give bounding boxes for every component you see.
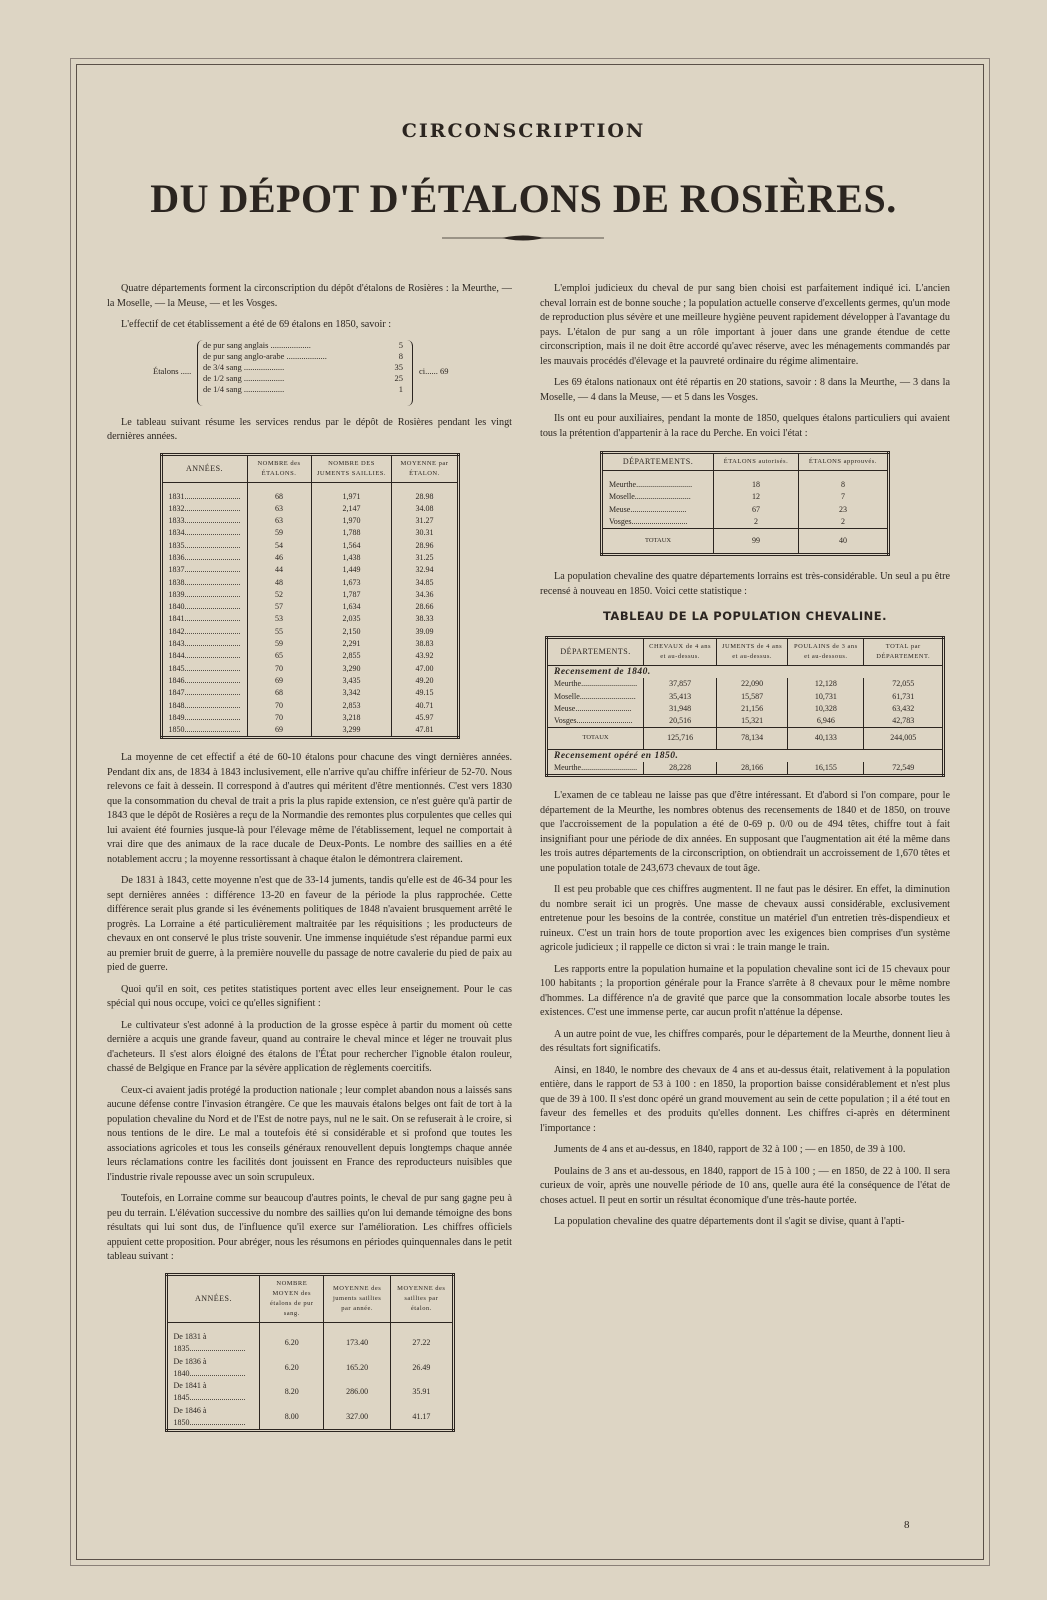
spacer-cell [166,1322,260,1331]
etalons-list [203,340,403,395]
spacer-row [166,1322,453,1331]
cell-value: 43.92 [392,650,458,662]
cell-value: 31,948 [644,703,717,715]
column-header: MOYENNE par ÉTALON. [392,454,458,482]
paragraph: L'examen de ce tableau ne laisse pas que d'être intéressant. Et d'abord si l'on compare, pour le département de la Meurthe, les nombres obtenus des recensements de 1840 et de 1850, on trouve que l'accroissement de la population a été de 0-69 p. 0/0 ou de 494 têtes, chiffre tout à fait insignifiant pour une période de dix années. En supposant que l'augmentation ait été la même dans les trois autres départements de la circonscription, on obtiendrait un accroissement de 1,670 têtes et une population totale de 243,673 chevaux de tout âge. [540,790,950,874]
cell-value: 47.81 [392,724,458,738]
cell-value: 52 [247,589,311,601]
etalons-count: 8 [398,350,403,361]
column-header: DÉPARTEMENTS. [547,637,644,665]
cell-value: 63 [247,515,311,527]
table-row [166,1356,453,1381]
cell-value: 42,783 [864,715,944,728]
cell-value: 37,857 [644,678,717,690]
cell-value: 32.94 [392,564,458,576]
cell-value: 70 [247,712,311,724]
row-label: 1840 ..... [161,601,247,613]
row-label: 1847 ..... [161,687,247,699]
spacer-cell [392,482,458,491]
row-label: Meuse ..... [547,703,644,715]
row-label: De 1831 à 1835 ..... [166,1331,260,1356]
cell-value: 23 [798,504,888,516]
cell-value: 7 [798,491,888,503]
cell-value: 34.85 [392,577,458,589]
title-small: CIRCONSCRIPTION [401,120,646,142]
cell-value: 6,946 [788,715,864,728]
etalons-count: 25 [394,372,403,383]
cell-value: 8.00 [260,1405,324,1431]
row-label: 1848 ..... [161,700,247,712]
paragraph: Les rapports entre la population humaine et la population chevaline sont ici de 15 chevaux pour 100 habitants ; la proportion générale pour la France s'arrête à 8 chevaux pour le même nombre d'hommes. La différence n'a de gravité que parce que la consommation locale absorbe toutes les existences. C'est une immense perte, car aucun profit n'atténue la dépense. [540,963,950,1019]
row-label: Vosges ..... [602,516,714,529]
cell-value: 10,328 [788,703,864,715]
cell-value: 31.27 [392,515,458,527]
cell-value: 47.00 [392,663,458,675]
row-label: Meurthe ..... [602,479,714,491]
totals-value: 78,134 [717,728,788,749]
cell-value: 69 [247,724,311,738]
spacer-cell [391,1322,453,1331]
cell-value: 286.00 [324,1380,391,1405]
cell-value: 2,853 [311,700,392,712]
table-row [161,638,458,650]
table-row [161,700,458,712]
row-label: 1844 ..... [161,650,247,662]
etalons-count: 5 [398,339,403,350]
census-heading: Recensement de 1840. [554,666,651,677]
cell-value: 41.17 [391,1405,453,1431]
cell-value: 3,290 [311,663,392,675]
table-row [602,491,889,503]
totals-value: 125,716 [644,728,717,749]
totals-value: 40 [798,529,888,555]
etalons-type: de 3/4 sang ................... [203,361,285,372]
column-header: ANNÉES. [161,454,247,482]
cell-value: 48 [247,577,311,589]
totals-row [602,529,889,555]
paragraph: A un autre point de vue, les chiffres comparés, pour le département de la Meurthe, donnent lieu à des résultats fort significatifs. [540,1028,950,1055]
cell-value: 20,516 [644,715,717,728]
table-row [161,712,458,724]
cell-value: 173.40 [324,1331,391,1356]
totals-label: TOTAUX [547,728,644,749]
table-row [166,1405,453,1431]
spacer-row [161,482,458,491]
cell-value: 2 [798,516,888,529]
row-label: Meurthe ..... [547,678,644,690]
cell-value: 2,147 [311,503,392,515]
table-row [161,503,458,515]
column-header: NOMBRE DES JUMENTS SAILLIES. [311,454,392,482]
cell-value: 2,855 [311,650,392,662]
etalons-type: de 1/4 sang ................... [203,383,285,394]
paragraph: La population chevaline des quatre départements lorrains est très-considérable. Un seul a pu être recensé à nouveau en 1850. Voici cette statistique : [540,571,950,597]
cell-value: 1,449 [311,564,392,576]
cell-value: 3,342 [311,687,392,699]
etalons-total: ci...... 69 [419,365,449,376]
cell-value: 327.00 [324,1405,391,1431]
brace-right [406,340,413,406]
cell-value: 70 [247,700,311,712]
row-label: 1849 ..... [161,712,247,724]
row-label: De 1846 à 1850 ..... [166,1405,260,1431]
cell-value: 2 [714,516,799,529]
census-heading-row [547,749,944,762]
spacer-cell [324,1322,391,1331]
row-label: 1839 ..... [161,589,247,601]
cell-value: 38.83 [392,638,458,650]
row-label: 1836 ..... [161,552,247,564]
cell-value: 1,564 [311,540,392,552]
cell-value: 27.22 [391,1331,453,1356]
cell-value: 28.98 [392,491,458,503]
column-header: TOTAL par DÉPARTEMENT. [864,637,944,665]
row-label: 1833 ..... [161,515,247,527]
private-stallions-table [600,451,890,556]
cell-value: 70 [247,663,311,675]
row-label: Moselle ..... [547,691,644,703]
cell-value: 67 [714,504,799,516]
table-row [602,516,889,529]
cell-value: 72,055 [864,678,944,690]
table-row [161,601,458,613]
table-row [161,540,458,552]
cell-value: 63 [247,503,311,515]
cell-value: 68 [247,687,311,699]
cell-value: 28,166 [717,762,788,776]
row-label: Moselle ..... [602,491,714,503]
cell-value: 10,731 [788,691,864,703]
paragraph: Les 69 étalons nationaux ont été répartis en 20 stations, savoir : 8 dans la Meurthe, — 3 dans la Moselle, — 4 dans la Meuse, — et 5 dans les Vosges. [540,377,950,403]
paragraph: Quatre départements forment la circonscription du dépôt d'étalons de Rosières : la Meurthe, — la Moselle, — la Meuse, — et les Vosges. [107,283,512,309]
row-label: 1841 ..... [161,613,247,625]
table-row [547,715,944,728]
column-header: POULAINS de 3 ans et au-dessous. [788,637,864,665]
cell-value: 55 [247,626,311,638]
paragraph: Le cultivateur s'est adonné à la production de la grosse espèce à partir du moment où cette dernière a acquis une grande faveur, quand au contraire le cheval mince et léger ne trouvait plus d'acheteurs. Il s'est alors éloigné des étalons de l'État pour rechercher l'ignoble étalon rouleur, chassé de Belgique en France par la sévère application de règlements coercitifs. [107,1019,512,1075]
page-number: 8 [904,1519,910,1531]
paragraph: L'effectif de cet établissement a été de 69 étalons en 1850, savoir : [121,319,392,330]
etalons-row [203,384,403,395]
cell-value: 8.20 [260,1380,324,1405]
table-row [547,703,944,715]
column-header: DÉPARTEMENTS. [602,453,714,471]
paragraph: Il est peu probable que ces chiffres augmentent. Il ne faut pas le désirer. En effet, la diminution du nombre serait ici un progrès. Une masse de chevaux aussi considérable, exclusivement entretenue pour les besoins de la contrée, constitue un matériel d'un entretien très-dispendieux et ruineux. C'est un train hors de toute proportion avec les exigences bien comprises d'un système agricole judicieux ; il rappelle ce dicton si vrai : le train mange le train. [540,884,950,954]
cell-value: 31.25 [392,552,458,564]
section-title: TABLEAU DE LA POPULATION CHEVALINE. [602,609,888,624]
table-row [161,626,458,638]
census-heading-row [547,665,944,678]
table-row [547,762,944,776]
column-header: ÉTALONS approuvés. [798,453,888,471]
cell-value: 15,321 [717,715,788,728]
spacer-row [602,471,889,480]
paragraph: L'emploi judicieux du cheval de pur sang bien choisi est parfaitement indiqué ici. L'ancien cheval lorrain est de bonne souche ; la population actuelle conserve d'excellents germes, qu'un mode de reproduction plus sévère et une meilleure hygiène peuvent rapidement développer à l'avantage du pays. L'étalon de pur sang a un rôle important à jouer dans une grande étendue de cette circonscription, mais il ne doit être accordé qu'avec réserve, avec les ménagements commandés par les mauvais procédés d'élevage et la pauvreté ordinaire du régime alimentaire. [540,283,950,367]
etalons-count: 1 [398,383,403,394]
cell-value: 3,435 [311,675,392,687]
table-row [161,650,458,662]
cell-value: 1,634 [311,601,392,613]
totals-value: 99 [714,529,799,555]
cell-value: 1,970 [311,515,392,527]
cell-value: 63,432 [864,703,944,715]
cell-value: 30.31 [392,527,458,539]
row-label: De 1841 à 1845 ..... [166,1380,260,1405]
row-label: 1845 ..... [161,663,247,675]
etalons-row [203,351,403,362]
totals-row [547,728,944,749]
cell-value: 15,587 [717,691,788,703]
cell-value: 1,788 [311,527,392,539]
cell-value: 6.20 [260,1331,324,1356]
spacer-cell [798,471,888,480]
cell-value: 57 [247,601,311,613]
table-row [166,1380,453,1405]
cell-value: 72,549 [864,762,944,776]
table-row [161,527,458,539]
cell-value: 1,673 [311,577,392,589]
census-heading: Recensement opéré en 1850. [554,750,679,761]
cell-value: 16,155 [788,762,864,776]
cell-value: 1,787 [311,589,392,601]
cell-value: 65 [247,650,311,662]
row-label: 1843 ..... [161,638,247,650]
table-row [161,613,458,625]
column-header: CHEVAUX de 4 ans et au-dessus. [644,637,717,665]
cell-value: 12 [714,491,799,503]
spacer-cell [602,471,714,480]
spacer-cell [311,482,392,491]
table-row [161,515,458,527]
column-header: NOMBRE MOYEN des étalons de pur sang. [260,1274,324,1322]
cell-value: 6.20 [260,1356,324,1381]
cell-value: 45.97 [392,712,458,724]
row-label: Meurthe ..... [547,762,644,776]
table-row [161,724,458,738]
cell-value: 2,291 [311,638,392,650]
paragraph: La moyenne de cet effectif a été de 60-10 étalons pour chacune des vingt dernières années. Pendant dix ans, de 1834 à 1843 inclusivement, elle n'arrive qu'au chiffre inférieur de 52-70. Nous relevons ce fait à dessein. Il correspond à d'autres qui méritent d'être mentionnés. C'est vers 1830 que la consommation du cheval de trait a pris la plus rapide extension, ce n'est guère qu'à partir de 1843 que le dépôt de Rosières a reçu de la Normandie des remontes plus corpulentes que celles qui lui avaient été fournies jusque-là pour l'élevage même de l'établissement, lequel ne comportait à vrai dire que des animaux de la race ducale de Deux-Ponts. Le nombre des saillies en a été notablement accru ; la moyenne ressortissant à chaque étalon le démontrera clairement. [107,752,512,865]
cell-value: 53 [247,613,311,625]
cell-value: 2,035 [311,613,392,625]
cell-value: 22,090 [717,678,788,690]
cell-value: 8 [798,479,888,491]
row-label: 1842 ..... [161,626,247,638]
etalons-type: de pur sang anglo-arabe ................... [203,350,327,361]
table-row [161,552,458,564]
etalons-row [203,362,403,373]
cell-value: 34.08 [392,503,458,515]
page-title: DU DÉPOT D'ÉTALONS DE ROSIÈRES. [150,176,897,221]
paragraph: Quoi qu'il en soit, ces petites statistiques portent avec elles leur enseignement. Pour le cas spécial qui nous occupe, voici ce qu'elles signifient : [107,983,512,1010]
cell-value: 44 [247,564,311,576]
cell-value: 49.15 [392,687,458,699]
table-row [161,675,458,687]
cell-value: 21,156 [717,703,788,715]
cell-value: 1,971 [311,491,392,503]
cell-value: 68 [247,491,311,503]
etalons-count: 35 [394,361,403,372]
cell-value: 46 [247,552,311,564]
table-row [602,479,889,491]
table-row [547,691,944,703]
cell-value: 39.09 [392,626,458,638]
cell-value: 69 [247,675,311,687]
column-header: ANNÉES. [166,1274,260,1322]
cell-value: 165.20 [324,1356,391,1381]
right-column [540,282,950,1237]
paragraph: Ainsi, en 1840, le nombre des chevaux de 4 ans et au-dessus était, relativement à la population entière, dans le rapport de 53 à 100 : en 1850, la proportion baisse considérablement et n'est plus que de 39 à 100. Il s'est donc opéré un grand mouvement au sein de cette population ; il a été tout en faveur des femelles et des produits qu'elles donnent. Les chiffres ci-après en déterminent l'importance : [540,1064,950,1134]
cell-value: 26.49 [391,1356,453,1381]
table-row [161,687,458,699]
row-label: 1835 ..... [161,540,247,552]
column-header: MOYENNE des juments saillies par année. [324,1274,391,1322]
cell-value: 35,413 [644,691,717,703]
row-label: 1831 ..... [161,491,247,503]
table-row [161,491,458,503]
totals-label: TOTAUX [602,529,714,555]
row-label: Vosges ..... [547,715,644,728]
cell-value: 59 [247,638,311,650]
row-label: 1838 ..... [161,577,247,589]
cell-value: 49.20 [392,675,458,687]
etalons-type: de 1/2 sang ................... [203,372,285,383]
row-label: Meuse ..... [602,504,714,516]
paragraph: Poulains de 3 ans et au-dessous, en 1840, rapport de 15 à 100 ; — en 1850, de 22 à 100. Il sera curieux de voir, après une nouvelle période de 10 ans, quelle aura été la conséquence de l'état de choses actuel. Il peut en sortir un résultat économique d'une très-haute portée. [540,1165,950,1206]
table-row [161,564,458,576]
etalons-type: de pur sang anglais ................... [203,339,311,350]
paragraph: Le tableau suivant résume les services rendus par le dépôt de Rosières pendant les vingt dernières années. [107,416,512,442]
paragraph: La population chevaline des quatre départements dont il s'agit se divise, quant à l'apti- [554,1216,905,1228]
etalons-breakdown [107,340,512,406]
cell-value: 3,299 [311,724,392,738]
cell-value: 12,128 [788,678,864,690]
table-row [602,504,889,516]
paragraph: Juments de 4 ans et au-dessus, en 1840, rapport de 32 à 100 ; — en 1850, de 39 à 100. [554,1144,906,1156]
paragraph: Ils ont eu pour auxiliaires, pendant la monte de 1850, quelques étalons particuliers qui avaient tous la prétention d'appartenir à la race du Perche. En voici l'état : [540,413,950,439]
column-header: MOYENNE des saillies par étalon. [391,1274,453,1322]
cell-value: 18 [714,479,799,491]
table-row [166,1331,453,1356]
paragraph: Toutefois, en Lorraine comme sur beaucoup d'autres points, le cheval de pur sang gagne peu à peu du terrain. L'élévation successive du nombre des saillies qu'on lui demande témoigne des bons résultats qui lui sont dus, de l'influence qu'il exerce sur l'amélioration. Les chiffres officiels appuient cette proposition. Pour abréger, nous les résumons en périodes quinquennales dans le petit tableau suivant : [107,1193,513,1263]
cell-value: 34.36 [392,589,458,601]
paragraph: Ceux-ci avaient jadis protégé la production nationale ; leur complet abandon nous a laissés sans aucune défense contre l'invasion étrangère. Ce que les mauvais étalons belges ont fait de tort à la population chevaline du Nord et de l'Est de notre pays, nul ne le sait. On se refuserait à le croire, si nous tentions de le dire. Le mal a toutefois été si considérable et si profond que toutes les associations agricoles et tous les conseils généraux renouvellent depuis longtemps chaque année leurs réclamations contre les facilités dont jouissent en France des reproducteurs nuisibles que l'industrie rivale repousse avec un soin scrupuleux. [107,1084,512,1183]
stallion-services-table [160,453,460,740]
totals-value: 40,133 [788,728,864,749]
cell-value: 28,228 [644,762,717,776]
cell-value: 3,218 [311,712,392,724]
etalons-label: Étalons ..... [153,365,192,376]
horse-population-table [545,636,945,777]
row-label: 1850 ..... [161,724,247,738]
row-label: 1832 ..... [161,503,247,515]
table-row [161,589,458,601]
column-header: ÉTALONS autorisés. [714,453,799,471]
cell-value: 38.33 [392,613,458,625]
column-header: JUMENTS de 4 ans et au-dessus. [717,637,788,665]
row-label: De 1836 à 1840 ..... [166,1356,260,1381]
title-ornament [442,233,604,243]
purebred-table [165,1273,455,1432]
column-header: NOMBRE des ÉTALONS. [247,454,311,482]
left-column [107,282,512,1432]
cell-value: 28.66 [392,601,458,613]
cell-value: 61,731 [864,691,944,703]
etalons-row [203,373,403,384]
cell-value: 35.91 [391,1380,453,1405]
cell-value: 40.71 [392,700,458,712]
spacer-cell [260,1322,324,1331]
spacer-cell [161,482,247,491]
totals-value: 244,005 [864,728,944,749]
table-row [161,663,458,675]
table-row [547,678,944,690]
cell-value: 28.96 [392,540,458,552]
cell-value: 2,150 [311,626,392,638]
row-label: 1834 ..... [161,527,247,539]
cell-value: 54 [247,540,311,552]
cell-value: 59 [247,527,311,539]
table-row [161,577,458,589]
paragraph: De 1831 à 1843, cette moyenne n'est que de 33-14 juments, tandis qu'elle est de 46-34 pour les sept dernières années : différence 13-20 en faveur de la période la plus rapprochée. Cette différence serait plus grande si les événements politiques de 1848 n'avaient brusquement arrêté le progrès. La Lorraine a été particulièrement maltraitée par les réquisitions ; les producteurs de chevaux en ont conservé le plus triste souvenir. Une immense inquiétude s'est répandue parmi eux au premier bruit de guerre, à la première nouvelle du passage de notre cavalerie du pied de paix au pied de guerre. [107,875,512,974]
row-label: 1837 ..... [161,564,247,576]
spacer-cell [714,471,799,480]
spacer-cell [247,482,311,491]
etalons-row [203,340,403,351]
row-label: 1846 ..... [161,675,247,687]
cell-value: 1,438 [311,552,392,564]
